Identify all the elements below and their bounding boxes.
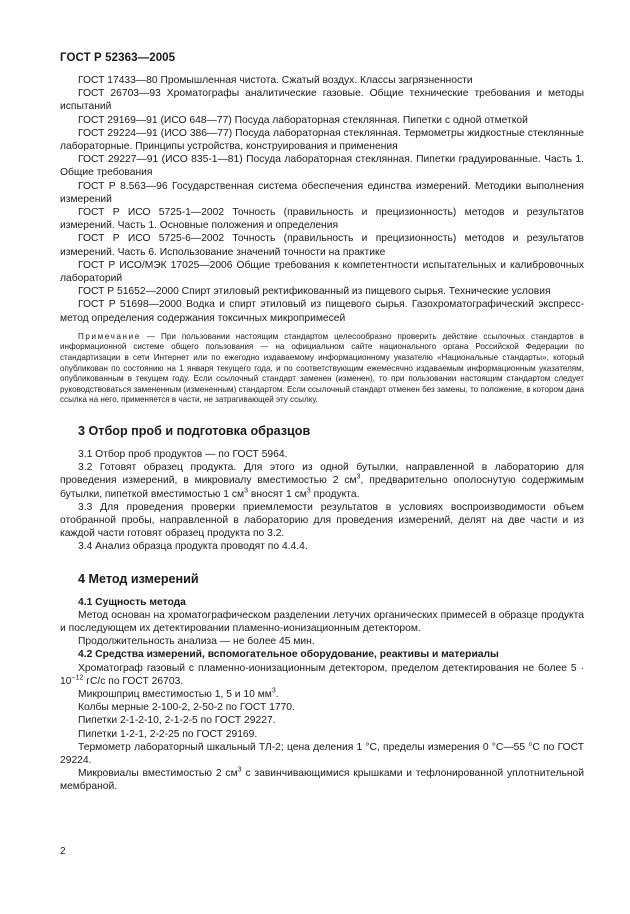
subsection-4-2-heading: 4.2 Средства измерений, вспомогательное оборудование, реактивы и материалы — [78, 649, 499, 661]
reference-item: ГОСТ Р ИСО/МЭК 17025—2006 Общие требования к компетентности испытательных и калибровочных лабораторий — [60, 259, 584, 285]
text-run: Микрошприц вместимостью 1, 5 и 10 мм — [78, 689, 272, 701]
item-pipettes-1: Пипетки 2-1-2-10, 2-1-2-5 по ГОСТ 29227. — [78, 715, 276, 727]
paragraph-3-4: 3.4 Анализ образца продукта проводят по 4.4.4. — [78, 541, 308, 553]
reference-item: ГОСТ Р 51698—2000 Водка и спирт этиловый из пищевого сырья. Газохроматографический экспресс-метод определения содержания токсичных микропримесей — [60, 299, 584, 324]
reference-item: ГОСТ 29224—91 (ИСО 386—77) Посуда лабораторная стеклянная. Термометры жидкостные стеклянные лабораторные. Принципы устройства, конструирования и применения — [60, 127, 584, 153]
note-label: Примечание — [78, 331, 141, 341]
references-list — [60, 74, 584, 325]
superscript: 3 — [244, 487, 249, 495]
section-3-heading: 3 Отбор проб и подготовка образцов — [78, 424, 311, 439]
section-4-heading: 4 Метод измерений — [78, 571, 199, 586]
document-header: ГОСТ Р 52363—2005 — [60, 52, 176, 64]
reference-item: ГОСТ Р ИСО 5725-6—2002 Точность (правильность и прецизионность) методов и результатов измерений. Часть 6. Использование значений точности на практике — [60, 233, 584, 258]
text-run: продукта. — [310, 488, 360, 500]
reference-item: ГОСТ 29169—91 (ИСО 648—77) Посуда лабораторная стеклянная. Пипетки с одной отметкой — [78, 114, 528, 126]
paragraph-4-1: Метод основан на хроматографическом разделении летучих органических примесей в образце продукта и последующем их детектировании пламенно-ионизационным детектором. — [60, 609, 584, 635]
superscript: 3 — [306, 487, 311, 495]
item-microsyringe — [60, 688, 584, 701]
item-thermometer: Термометр лабораторный шкальный ТЛ-2; цена деления 1 °С, пределы измерения 0 °С—55 °С по ГОСТ 29224. — [60, 741, 584, 767]
text-run: 3.2 Готовят образец продукта. Для этого из одной бутылки, направленной в лабораторию для проведения измерений, в микровиалу вместимостью 2 см — [60, 462, 584, 487]
paragraph-3-3: 3.3 Для проведения проверки приемлемости результатов в условиях воспроизводимости объем отобранной пробы, направленной в лабораторию для проведения измерений, делят на две части и из каждой части готовят образец продукта по 3.2. — [60, 501, 584, 540]
subsection-4-1-heading: 4.1 Сущность метода — [78, 596, 186, 608]
reference-item: ГОСТ 26703—93 Хроматографы аналитические газовые. Общие технические требования и методы испытаний — [60, 88, 584, 113]
paragraph-3-2 — [60, 461, 584, 501]
text-run: с завинчивающимися крышками и тефлонированной уплотнительной мембраной. — [60, 768, 585, 793]
note-paragraph — [60, 332, 584, 406]
item-chromatograph — [60, 662, 584, 688]
paragraph-4-1-duration: Продолжительность анализа — не более 45 мин. — [78, 636, 315, 648]
superscript: −12 — [71, 674, 84, 682]
reference-item: ГОСТ 29227—91 (ИСО 835-1—81) Посуда лабораторная стеклянная. Пипетки градуированные. Часть 1. Общие требования — [60, 154, 584, 179]
page-number: 2 — [60, 846, 66, 857]
item-flasks: Колбы мерные 2-100-2, 2-50-2 по ГОСТ 1770. — [78, 702, 295, 714]
text-run: вносят 1 см — [248, 488, 307, 500]
superscript: 3 — [271, 687, 276, 695]
superscript: 3 — [237, 766, 242, 774]
text-run: гС/с по ГОСТ 26703. — [83, 675, 184, 687]
page-content — [60, 74, 584, 794]
text-run: Микровиалы вместимостью 2 см — [78, 768, 238, 780]
note-text: — При пользовании настоящим стандартом целесообразно проверить действие ссылочных стандартов в информационной системе общего пользования — на официальном сайте национального органа Российской Федерации по стандартизации в сети Интернет или по ежегодно издаваемому информационному указателю «Национальные стандарты», который опубликован по состоянию на 1 января текущего года, и по соответствующим ежемесячно издаваемым информационным указателям, опубликованным в текущем году. Если ссылочный стандарт заменен (изменен), то при пользовании настоящим стандартом следует руководствоваться замененным (измененным) стандартом. Если ссылочный стандарт отменен без замены, то положение, в котором дана ссылка на него, применяется в части, не затрагивающей эту ссылку. — [60, 331, 584, 405]
reference-item: ГОСТ Р 51652—2000 Спирт этиловый ректификованный из пищевого сырья. Технические условия — [78, 286, 551, 298]
text-run: , предварительно ополоснутую содержимым бутылки, пипеткой вместимостью 1 см — [60, 475, 584, 500]
text-run: Хроматограф газовый с пламенно-ионизационным детектором, пределом детектирования не более 5 · 10 — [60, 662, 584, 687]
item-pipettes-2: Пипетки 1-2-1, 2-2-25 по ГОСТ 29169. — [78, 728, 258, 740]
paragraph-3-1: 3.1 Отбор проб продуктов — по ГОСТ 5964. — [78, 449, 288, 461]
superscript: 3 — [356, 474, 361, 481]
reference-item: ГОСТ Р ИСО 5725-1—2002 Точность (правильность и прецизионность) методов и результатов измерений. Часть 1. Основные положения и определения — [60, 207, 584, 232]
text-run: . — [275, 689, 279, 701]
item-microvials — [60, 767, 584, 793]
reference-item: ГОСТ 17433—80 Промышленная чистота. Сжатый воздух. Классы загрязненности — [78, 75, 473, 86]
reference-item: ГОСТ Р 8.563—96 Государственная система обеспечения единства измерений. Методики выполнения измерений — [60, 180, 584, 205]
